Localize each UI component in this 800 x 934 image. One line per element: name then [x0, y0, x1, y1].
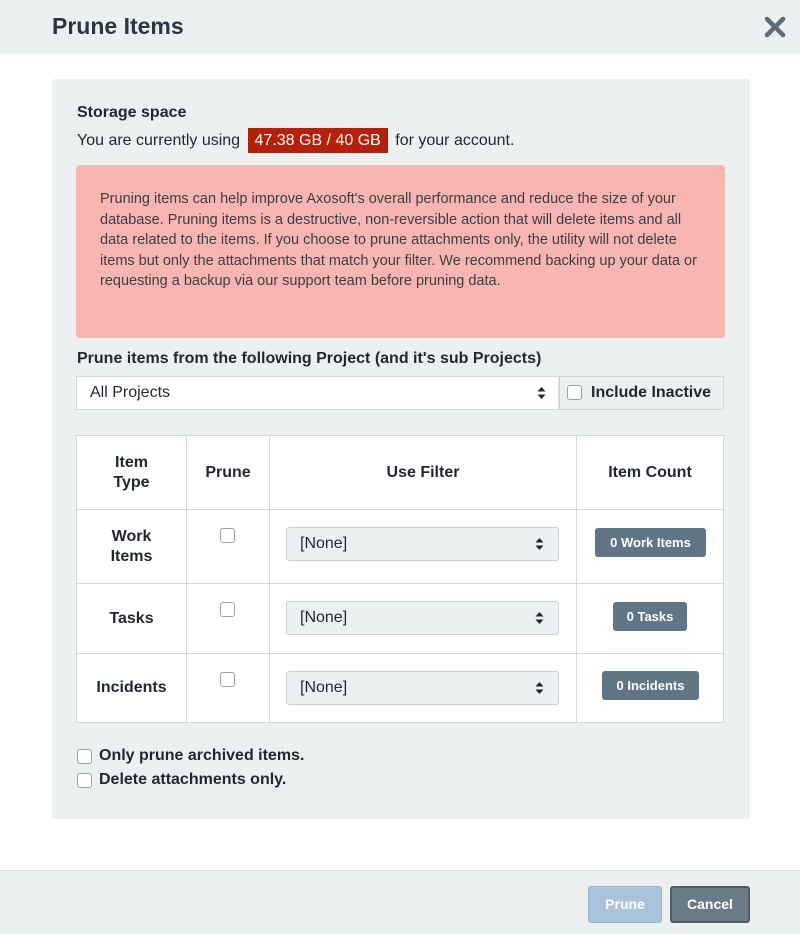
filter-select-value: [None]: [300, 609, 348, 626]
header-item-type: Item Type: [113, 453, 150, 491]
usage-suffix: for your account.: [395, 132, 515, 149]
usage-prefix: You are currently using: [77, 132, 241, 149]
prune-checkbox-work-items[interactable]: [220, 528, 235, 543]
project-select[interactable]: [76, 376, 559, 410]
prune-checkbox-incidents[interactable]: [220, 672, 235, 687]
warning-box: Pruning items can help improve Axosoft's overall performance and reduce the size of your database. Pruning items is a destructive, non-reversible action that will delete items and all data related to the items. If you choose to prune attachments only, the utility will not delete items but only the attachments that match your filter. We recommend backing up your data or requesting a backup via our support team before pruning data.: [76, 165, 725, 338]
project-label: Prune items from the following Project (and it's sub Projects): [77, 350, 542, 367]
count-badge-incidents[interactable]: 0 Incidents: [602, 671, 699, 700]
storage-title: Storage space: [77, 104, 187, 121]
filter-select-work-items[interactable]: [286, 527, 559, 561]
close-icon[interactable]: [764, 16, 786, 38]
select-arrows-icon: [537, 386, 546, 400]
content-panel: [52, 79, 750, 819]
row-item-type: Incidents: [96, 679, 167, 696]
archived-only-label: Only prune archived items.: [99, 747, 305, 764]
prune-checkbox-tasks[interactable]: [220, 602, 235, 617]
storage-usage-line: [77, 128, 514, 153]
usage-badge: 47.38 GB / 40 GB: [248, 128, 388, 153]
filter-select-tasks[interactable]: [286, 601, 559, 635]
prune-table: [76, 435, 724, 723]
row-item-type: Tasks: [109, 609, 154, 627]
count-badge-tasks[interactable]: 0 Tasks: [613, 602, 687, 631]
include-inactive-checkbox[interactable]: [567, 385, 582, 400]
select-arrows-icon: [535, 611, 544, 625]
filter-select-value: [None]: [300, 679, 348, 696]
include-inactive-label: Include Inactive: [591, 384, 712, 401]
row-item-type: Work Items: [110, 527, 153, 565]
cancel-button[interactable]: Cancel: [670, 886, 750, 923]
dialog-title: Prune Items: [52, 13, 184, 39]
archived-only-checkbox[interactable]: [77, 749, 92, 764]
header-item-count: Item Count: [608, 463, 692, 481]
count-badge-work-items[interactable]: 0 Work Items: [595, 528, 706, 557]
prune-button[interactable]: Prune: [588, 886, 662, 923]
project-select-value: All Projects: [90, 384, 171, 401]
attachments-only-label: Delete attachments only.: [99, 771, 287, 788]
dialog-header: [0, 0, 800, 54]
dialog-footer: [0, 870, 800, 934]
select-arrows-icon: [535, 537, 544, 551]
include-inactive-toggle[interactable]: [559, 376, 724, 410]
select-arrows-icon: [535, 681, 544, 695]
attachments-only-checkbox[interactable]: [77, 773, 92, 788]
header-use-filter: Use Filter: [386, 463, 460, 481]
filter-select-value: [None]: [300, 535, 348, 552]
filter-select-incidents[interactable]: [286, 671, 559, 705]
header-prune: Prune: [205, 463, 251, 481]
